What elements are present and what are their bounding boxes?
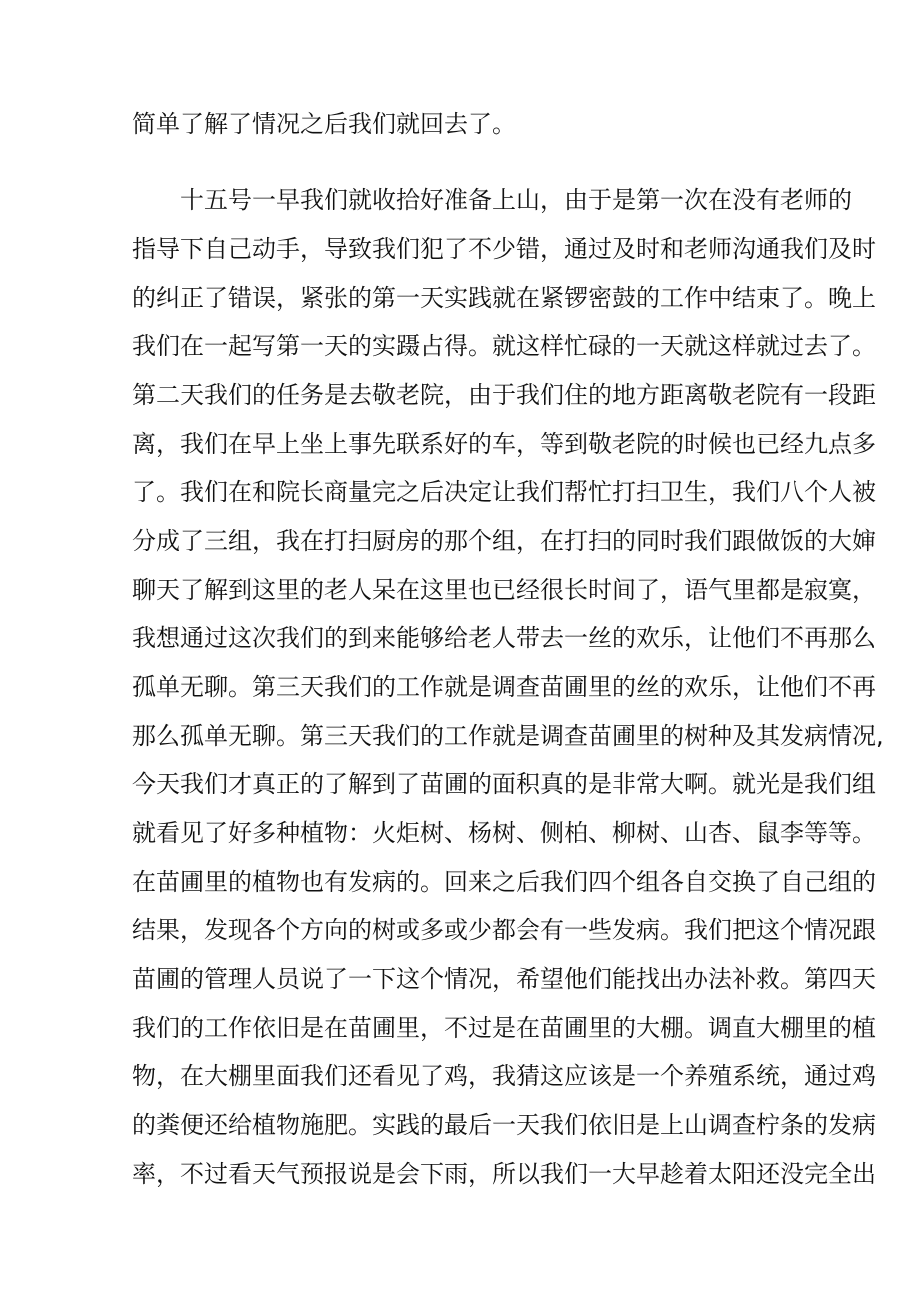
text-line: 了。我们在和院长商量完之后决定让我们帮忙打扫卫生，我们八个人被	[132, 478, 876, 506]
text-line: 孤单无聊。第三天我们的工作就是调查苗圃里的丝的欢乐，让他们不再	[132, 673, 876, 701]
text-line: 分成了三组，我在打扫厨房的那个组，在打扫的同时我们跟做饭的大婶	[132, 527, 876, 555]
text-line: 物，在大棚里面我们还看见了鸡，我猜这应该是一个养殖系统，通过鸡	[132, 1062, 876, 1090]
text-line: 指导下自己动手，导致我们犯了不少错，通过及时和老师沟通我们及时	[132, 235, 876, 263]
text-line: 简单了解了情况之后我们就回去了。	[132, 110, 516, 138]
text-line: 苗圃的管理人员说了一下这个情况，希望他们能找出办法补救。第四天	[132, 965, 876, 993]
text-line: 那么孤单无聊。第三天我们的工作就是调查苗圃里的树种及其发病情况,	[132, 722, 884, 750]
text-line: 我想通过这次我们的到来能够给老人带去一丝的欢乐，让他们不再那么	[132, 624, 876, 652]
text-line: 的粪便还给植物施肥。实践的最后一天我们依旧是上山调查柠条的发病	[132, 1111, 876, 1139]
text-line: 率，不过看天气预报说是会下雨，所以我们一大早趁着太阳还没完全出	[132, 1160, 876, 1188]
text-line: 今天我们才真正的了解到了苗圃的面积真的是非常大啊。就光是我们组	[132, 770, 876, 798]
text-line: 就看见了好多种植物：火炬树、杨树、侧柏、柳树、山杏、鼠李等等。	[132, 819, 876, 847]
text-line: 结果，发现各个方向的树或多或少都会有一些发病。我们把这个情况跟	[132, 916, 876, 944]
text-line: 的纠正了错误，紧张的第一天实践就在紧锣密鼓的工作中结束了。晚上	[132, 284, 876, 312]
text-line: 第二天我们的任务是去敬老院，由于我们住的地方距离敬老院有一段距	[132, 381, 876, 409]
text-line: 聊天了解到这里的老人呆在这里也已经很长时间了，语气里都是寂寞，	[132, 576, 876, 604]
paragraph-first-line: 十五号一早我们就收拾好准备上山，由于是第一次在没有老师的	[180, 186, 852, 214]
text-line: 在苗圃里的植物也有发病的。回来之后我们四个组各自交换了自己组的	[132, 868, 876, 896]
text-line: 我们在一起写第一天的实蹑占得。就这样忙碌的一天就这样就过去了。	[132, 332, 876, 360]
text-line: 我们的工作依旧是在苗圃里，不过是在苗圃里的大棚。调直大棚里的植	[132, 1014, 876, 1042]
text-line: 离，我们在早上坐上事先联系好的车，等到敬老院的时候也已经九点多	[132, 430, 876, 458]
